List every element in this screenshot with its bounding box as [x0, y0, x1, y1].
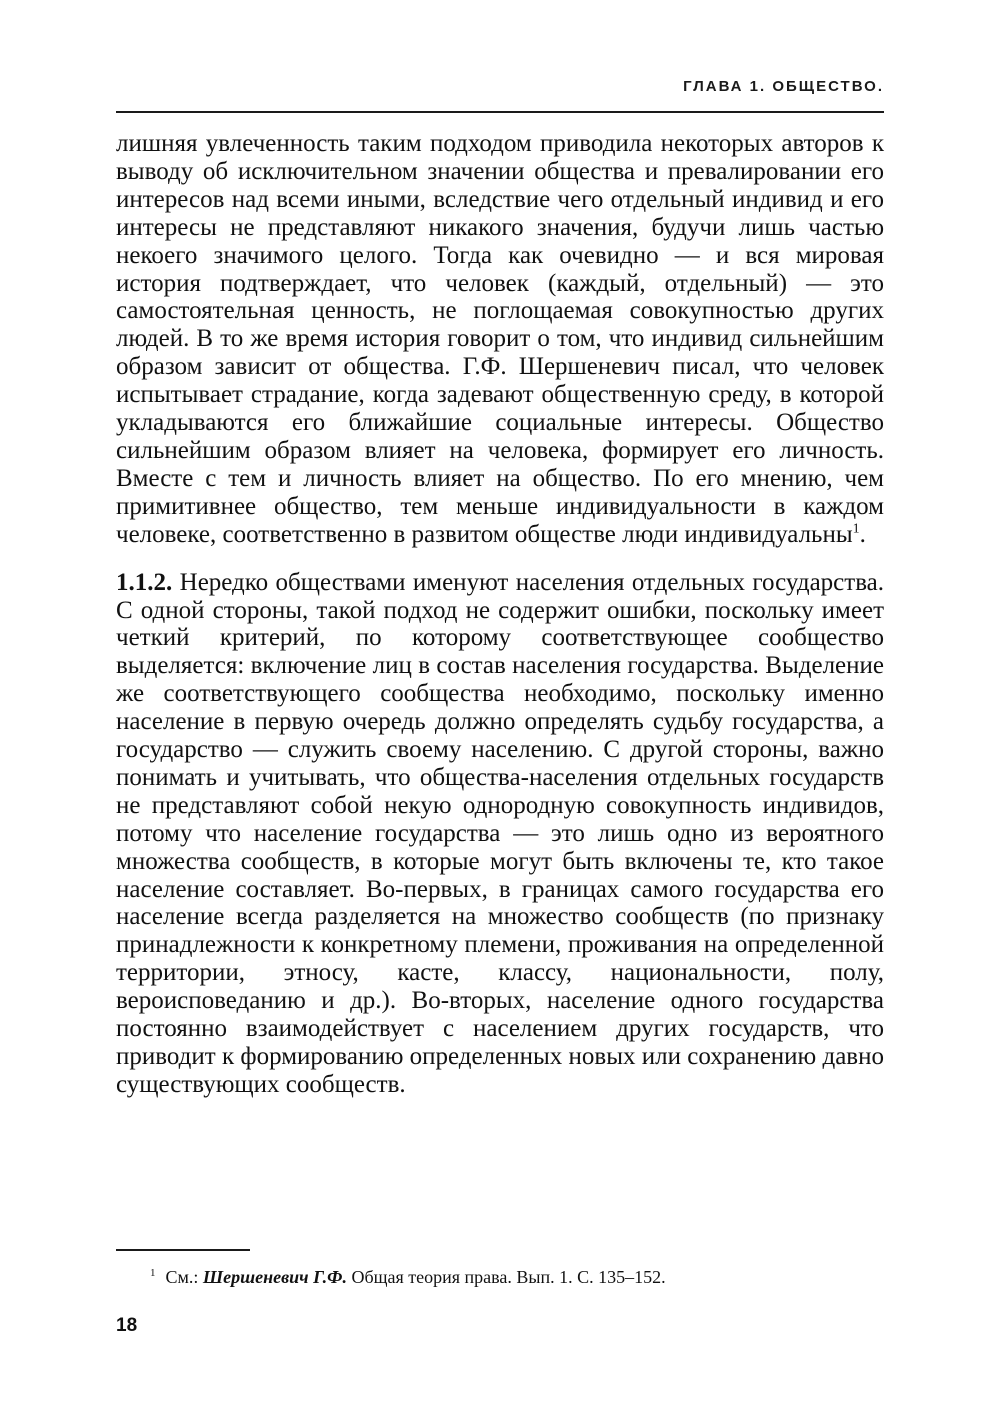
footnote-reference[interactable]: 1: [852, 521, 860, 537]
running-head: ГЛАВА 1. ОБЩЕСТВО.: [683, 78, 884, 95]
paragraph-2-text: Нередко обществами именуют населения отдельных государства. С одной стороны, такой подход не содержит ошибки, поскольку имеет четкий критерий, по которому соответствующее сообщество выделяется: включение лиц в состав населения государства. Выделение же соответствующего сообщества необходимо, поскольку именно население в первую очередь должно определять судьбу государства, а государство — служить своему населению. С другой стороны, важно понимать и учитывать, что общества-населения отдельных государств не представляют собой некую однородную совокупность индивидов, потому что население государства — это лишь одно из вероятного множества сообществ, в которые могут быть включены те, кто такое население составляет. Во-первых, в границах самого государства его население всегда разделяется на множество сообществ (по признаку принадлежности к конкретному племени, проживания на определенной территории, этносу, касте, классу, национальности, полу, вероисповеданию и др.). Во-вторых, население одного государства постоянно взаимодействует с населением других государств, что приводит к формированию определенных новых или сохранению давно существующих сообществ.: [116, 568, 885, 1098]
main-text: [116, 130, 884, 1099]
header-rule: [116, 111, 884, 113]
paragraph-1-text: лишняя увлеченность таким подходом приводила некоторых авторов к выводу об исключительном значении общества и превалировании его интересов над всеми иными, вследствие чего отдельный индивид и его интересы не представляют никакого значения, будучи лишь частью некоего значимого целого. Тогда как очевидно — и вся мировая история подтверждает, что человек (каждый, отдельный) — это самостоятельная ценность, не поглощаемая совокупностью других людей. В то же время история говорит о том, что индивид сильнейшим образом зависит от общества. Г.Ф. Шершеневич писал, что человек испытывает страдание, когда задевают общественную среду, в которой укладываются его ближайшие социальные интересы. Общество сильнейшим образом влияет на человека, формирует его личность. Вместе с тем и личность влияет на общество. По его мнению, чем примитивнее общество, тем меньше индивидуальности в каждом человеке, соответственно в развитом обществе люди индивидуальны: [116, 130, 884, 548]
page-number: 18: [116, 1315, 138, 1336]
section-number: 1.1.2.: [116, 568, 173, 596]
footnote-author: Шершеневич Г.Ф.: [202, 1267, 347, 1287]
footnote: [150, 1266, 666, 1288]
footnote-rule: [116, 1249, 250, 1251]
footnote-prefix: См.:: [165, 1267, 199, 1287]
footnote-text: Общая теория права. Вып. 1. С. 135–152.: [351, 1267, 666, 1287]
paragraph-1: лишняя увлеченность таким подходом приводила некоторых авторов к выводу об исключительном значении общества и превалировании его интересов над всеми иными, вследствие чего отдельный индивид и его интересы не представляют никакого значения, будучи лишь частью некоего значимого целого. Тогда как очевидно — и вся мировая история подтверждает, что человек (каждый, отдельный) — это самостоятельная ценность, не поглощаемая совокупностью других людей. В то же время история говорит о том, что индивид сильнейшим образом зависит от общества. Г.Ф. Шершеневич писал, что человек испытывает страдание, когда задевают общественную среду, в которой укладываются его ближайшие социальные интересы. Общество сильнейшим образом влияет на человека, формирует его личность. Вместе с тем и личность влияет на общество. По его мнению, чем примитивнее общество, тем меньше индивидуальности в каждом человеке, соответственно в развитом обществе люди индивидуальны$^1$.: [116, 130, 884, 548]
paragraph-2: [116, 569, 884, 1099]
footnote-marker: 1: [150, 1267, 156, 1279]
